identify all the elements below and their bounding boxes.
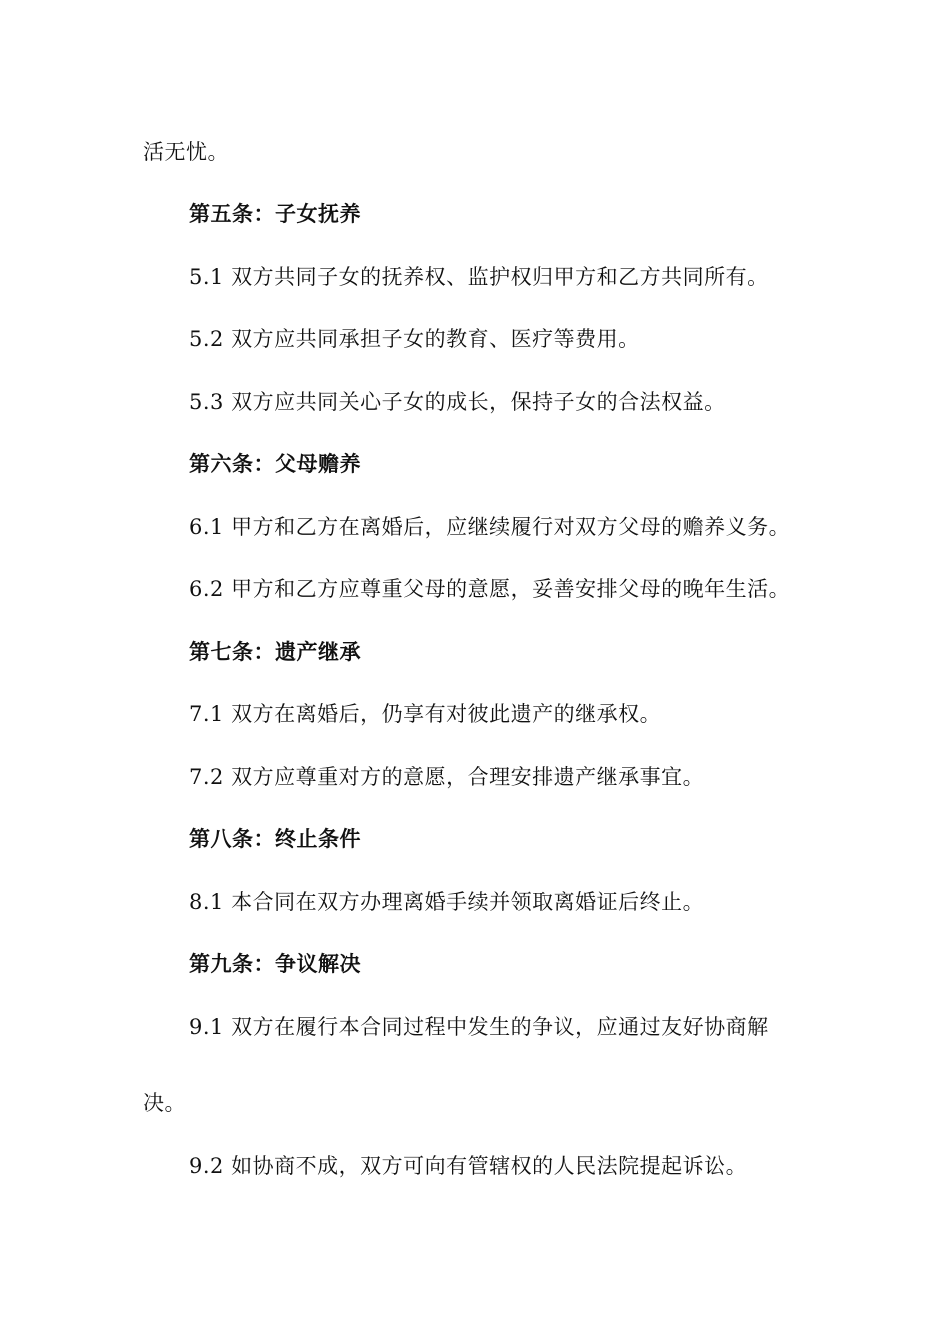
clause-5-3: 5.3 双方应共同关心子女的成长，保持子女的合法权益。 xyxy=(189,390,726,414)
clause-5-2: 5.2 双方应共同承担子女的教育、医疗等费用。 xyxy=(189,327,640,351)
clause-5-1: 5.1 双方共同子女的抚养权、监护权归甲方和乙方共同所有。 xyxy=(189,265,769,289)
section-heading-6: 第六条：父母赡养 xyxy=(189,451,361,476)
clause-9-1-continuation: 决。 xyxy=(143,1091,186,1115)
clause-7-2: 7.2 双方应尊重对方的意愿，合理安排遗产继承事宜。 xyxy=(189,765,705,789)
paragraph-continuation: 活无忧。 xyxy=(143,140,229,164)
section-heading-8: 第八条：终止条件 xyxy=(189,826,361,851)
clause-8-1: 8.1 本合同在双方办理离婚手续并领取离婚证后终止。 xyxy=(189,890,705,914)
section-heading-9: 第九条：争议解决 xyxy=(189,951,361,976)
clause-6-1: 6.1 甲方和乙方在离婚后，应继续履行对双方父母的赡养义务。 xyxy=(189,515,791,539)
clause-9-1: 9.1 双方在履行本合同过程中发生的争议，应通过友好协商解 xyxy=(189,1015,769,1039)
section-heading-7: 第七条：遗产继承 xyxy=(189,639,361,664)
clause-6-2: 6.2 甲方和乙方应尊重父母的意愿，妥善安排父母的晚年生活。 xyxy=(189,577,791,601)
clause-9-2: 9.2 如协商不成，双方可向有管辖权的人民法院提起诉讼。 xyxy=(189,1154,748,1178)
clause-7-1: 7.1 双方在离婚后，仍享有对彼此遗产的继承权。 xyxy=(189,702,662,726)
section-heading-5: 第五条：子女抚养 xyxy=(189,201,361,226)
